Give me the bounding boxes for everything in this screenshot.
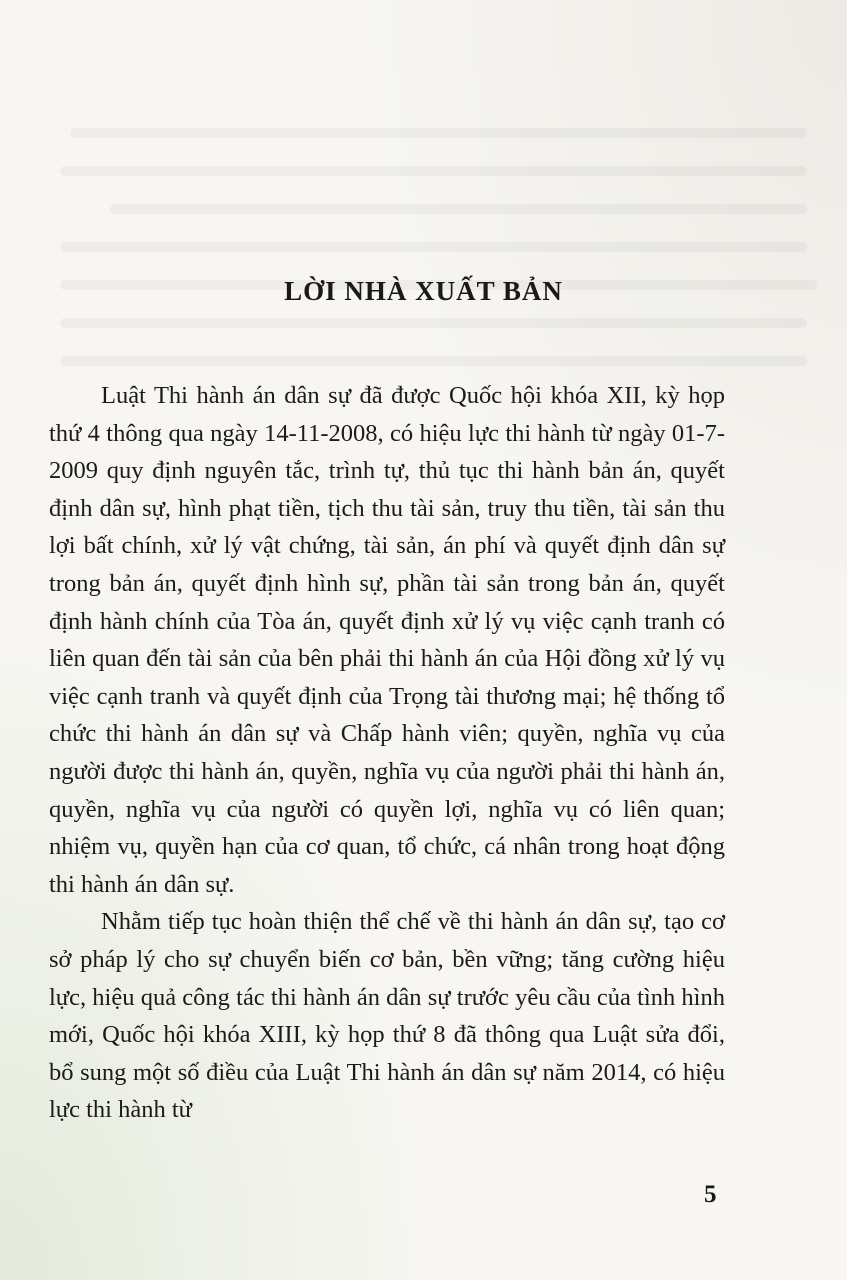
paragraph-1: Luật Thi hành án dân sự đã được Quốc hội khóa XII, kỳ họp thứ 4 thông qua ngày 14-11-2008, có hiệu lực thi hành từ ngày 01-7-2009 quy định nguyên tắc, trình tự, thủ tục thi hành bản án, quyết định dân sự, hình phạt tiền, tịch thu tài sản, truy thu tiền, tài sản thu lợi bất chính, xử lý vật chứng, tài sản, án phí và quyết định dân sự trong bản án, quyết định hình sự, phần tài sản trong bản án, quyết định hành chính của Tòa án, quyết định xử lý vụ việc cạnh tranh có liên quan đến tài sản của bên phải thi hành án của Hội đồng xử lý vụ việc cạnh tranh và quyết định của Trọng tài thương mại; hệ thống tổ chức thi hành án dân sự và Chấp hành viên; quyền, nghĩa vụ của người được thi hành án, quyền, nghĩa vụ của người phải thi hành án, quyền, nghĩa vụ của người có quyền lợi, nghĩa vụ có liên quan; nhiệm vụ, quyền hạn của cơ quan, tổ chức, cá nhân trong hoạt động thi hành án dân sự. xyxy=(49,382,725,898)
page-number: 5 xyxy=(704,1181,717,1208)
page-heading: LỜI NHÀ XUẤT BẢN xyxy=(284,276,563,306)
body-text xyxy=(49,377,725,1129)
paragraph-2: Nhằm tiếp tục hoàn thiện thể chế về thi hành án dân sự, tạo cơ sở pháp lý cho sự chuyển biến cơ bản, bền vững; tăng cường hiệu lực, hiệu quả công tác thi hành án dân sự trước yêu cầu của tình hình mới, Quốc hội khóa XIII, kỳ họp thứ 8 đã thông qua Luật sửa đổi, bổ sung một số điều của Luật Thi hành án dân sự năm 2014, có hiệu lực thi hành từ xyxy=(49,908,725,1124)
